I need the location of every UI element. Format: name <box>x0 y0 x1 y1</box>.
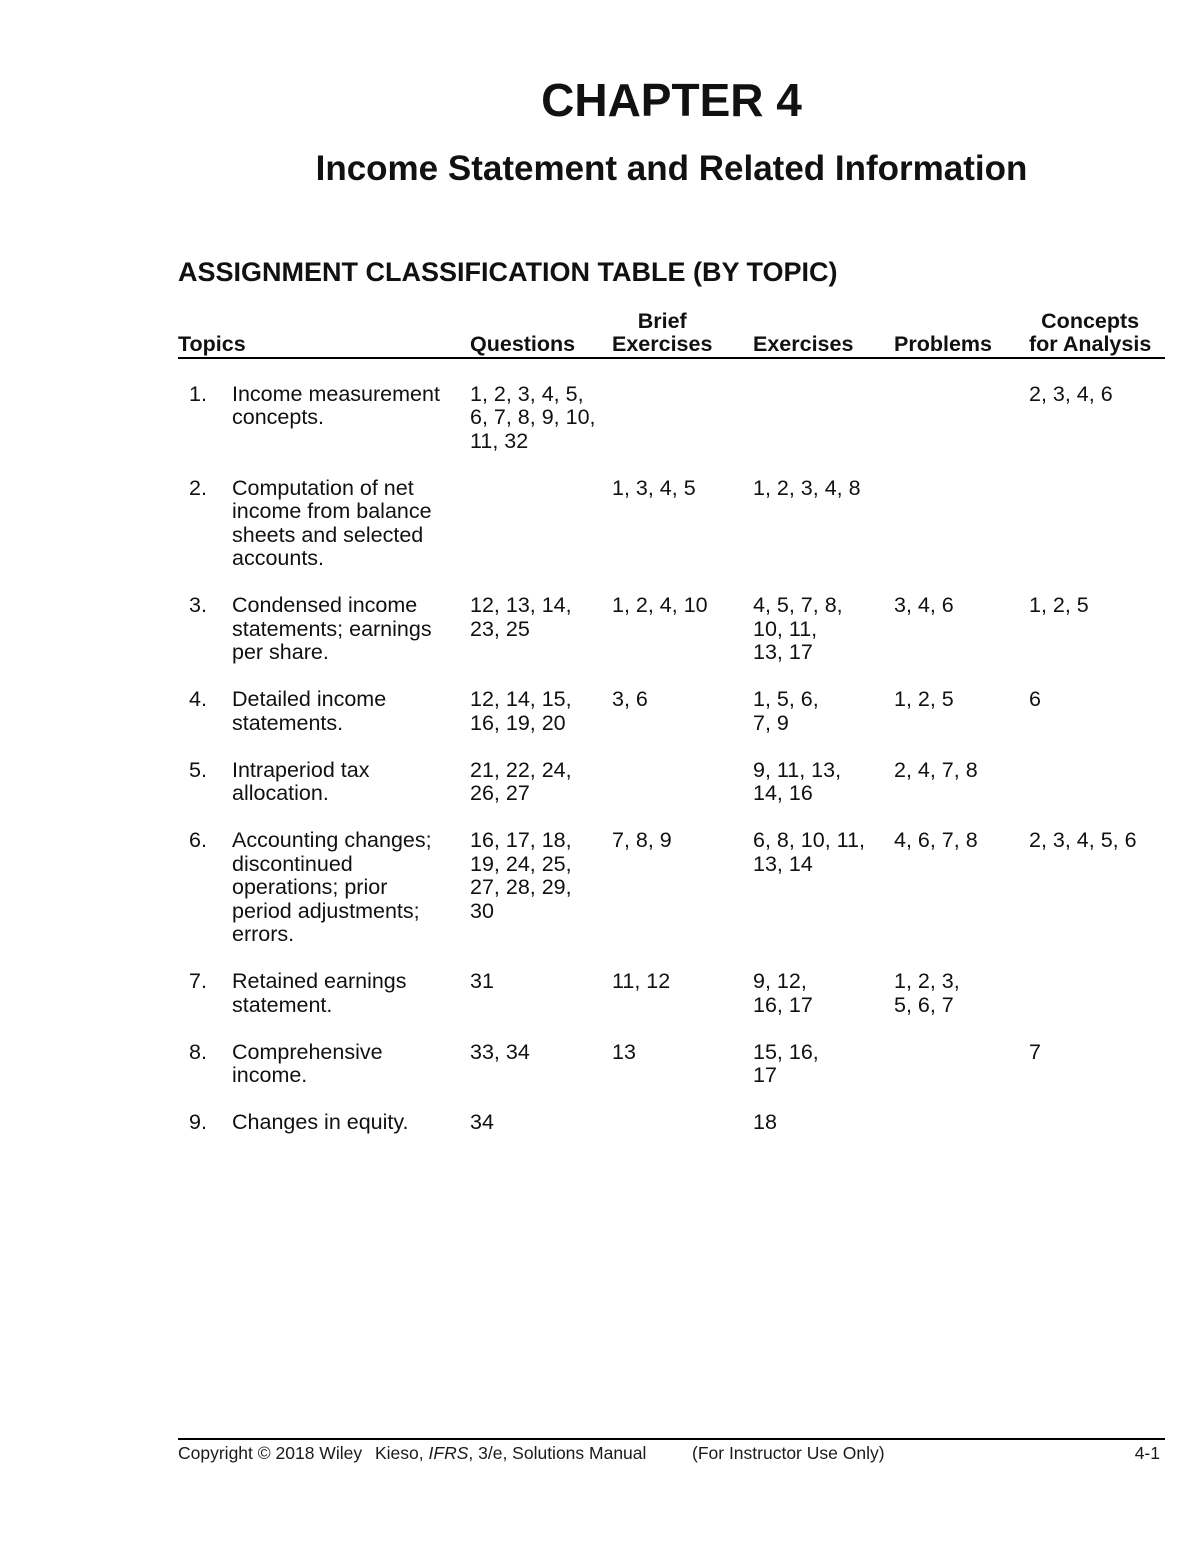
problems-cell: 1, 2, 5 <box>894 687 954 711</box>
header-exercises: Exercises <box>753 332 854 356</box>
topic-cell: Intraperiod tax allocation. <box>232 757 370 805</box>
brief-exercises-cell: 7, 8, 9 <box>612 828 672 852</box>
exercises-cell <box>753 383 894 454</box>
topic-number: 5. <box>189 757 207 782</box>
questions-cell: 31 <box>470 969 494 993</box>
concepts-cell <box>1029 1111 1165 1135</box>
footer-rule <box>178 1438 1165 1440</box>
questions-cell: 16, 17, 18, 19, 24, 25, 27, 28, 29, 30 <box>470 828 572 923</box>
table-row <box>178 383 1165 477</box>
problems-cell <box>894 383 1029 454</box>
table-row <box>178 688 1165 759</box>
topic-cell: Accounting changes; discontinued operations; prior period adjustments; errors. <box>232 828 432 946</box>
questions-cell: 34 <box>470 1110 494 1134</box>
footer-note: (For Instructor Use Only) <box>692 1442 885 1463</box>
brief-exercises-cell: 11, 12 <box>612 969 671 993</box>
brief-exercises-cell: 13 <box>612 1039 636 1064</box>
chapter-subtitle: Income Statement and Related Information <box>315 148 1028 188</box>
table-row <box>178 970 1165 1041</box>
problems-cell: 4, 6, 7, 8 <box>894 828 978 852</box>
footer-copyright: Copyright © 2018 Wiley <box>178 1442 363 1463</box>
topic-number: 7. <box>189 969 207 993</box>
concepts-cell: 2, 3, 4, 5, 6 <box>1029 828 1137 852</box>
topic-number: 8. <box>189 1039 207 1064</box>
exercises-cell: 6, 8, 10, 11, 13, 14 <box>753 828 865 876</box>
table-row <box>178 1111 1165 1158</box>
topic-number: 3. <box>189 593 207 617</box>
table-row <box>178 759 1165 830</box>
questions-cell: 21, 22, 24, 26, 27 <box>470 757 572 805</box>
exercises-cell: 18 <box>753 1110 777 1134</box>
header-questions: Questions <box>470 332 576 356</box>
exercises-cell: 4, 5, 7, 8, 10, 11, 13, 17 <box>753 593 843 664</box>
concepts-cell: 1, 2, 5 <box>1029 593 1089 617</box>
footer-book-edition: , 3/e, Solutions Manual <box>468 1442 647 1463</box>
concepts-cell <box>1029 970 1165 1017</box>
brief-exercises-cell: 1, 2, 4, 10 <box>612 593 708 617</box>
topic-number: 2. <box>189 475 207 500</box>
topic-cell: Comprehensive income. <box>232 1039 383 1087</box>
topic-cell: Changes in equity. <box>232 1110 409 1134</box>
topic-number: 1. <box>189 381 207 406</box>
header-topics: Topics <box>178 332 246 356</box>
concepts-cell: 6 <box>1029 687 1041 711</box>
questions-cell <box>470 477 612 571</box>
footer-book-title: IFRS <box>428 1442 469 1463</box>
problems-cell <box>894 1111 1029 1135</box>
topic-cell: Retained earnings statement. <box>232 969 407 1017</box>
concepts-cell <box>1029 759 1165 806</box>
topic-cell: Detailed income statements. <box>232 687 387 735</box>
brief-exercises-cell: 3, 6 <box>612 687 648 711</box>
problems-cell <box>894 1041 1029 1088</box>
chapter-title: CHAPTER 4 <box>541 74 802 126</box>
exercises-cell: 9, 11, 13, 14, 16 <box>753 757 842 805</box>
topic-number: 9. <box>189 1110 207 1134</box>
header-problems: Problems <box>894 332 992 356</box>
concepts-cell: 2, 3, 4, 6 <box>1029 381 1113 406</box>
topic-cell: Condensed income statements; earnings per share. <box>232 593 432 664</box>
exercises-cell: 1, 2, 3, 4, 8 <box>753 475 861 500</box>
brief-exercises-cell: 1, 3, 4, 5 <box>612 475 696 500</box>
questions-cell: 33, 34 <box>470 1039 530 1064</box>
exercises-cell: 1, 5, 6, 7, 9 <box>753 687 819 735</box>
problems-cell: 2, 4, 7, 8 <box>894 757 978 782</box>
assignment-classification-table <box>178 310 1165 1159</box>
table-row <box>178 829 1165 970</box>
footer-book-author: Kieso, <box>375 1442 424 1463</box>
table-body <box>178 359 1165 1159</box>
brief-exercises-cell <box>612 383 753 454</box>
concepts-cell: 7 <box>1029 1039 1041 1064</box>
page-number: 4-1 <box>1134 1442 1160 1463</box>
footer-book-reference <box>375 1442 647 1463</box>
problems-cell: 3, 4, 6 <box>894 593 954 617</box>
section-heading: ASSIGNMENT CLASSIFICATION TABLE (BY TOPIC) <box>178 256 838 287</box>
problems-cell <box>894 477 1029 571</box>
problems-cell: 1, 2, 3, 5, 6, 7 <box>894 969 960 1017</box>
exercises-cell: 15, 16, 17 <box>753 1039 819 1087</box>
topic-cell: Computation of net income from balance sheets and selected accounts. <box>232 475 432 570</box>
topic-number: 6. <box>189 828 207 852</box>
exercises-cell: 9, 12, 16, 17 <box>753 969 813 1017</box>
header-brief-exercises: Brief Exercises <box>612 308 713 356</box>
topic-number: 4. <box>189 687 207 711</box>
header-concepts-for-analysis: Concepts for Analysis <box>1029 308 1152 356</box>
questions-cell: 12, 14, 15, 16, 19, 20 <box>470 687 572 735</box>
brief-exercises-cell <box>612 759 753 806</box>
brief-exercises-cell <box>612 1111 753 1135</box>
concepts-cell <box>1029 477 1165 571</box>
topic-cell: Income measurement concepts. <box>232 381 440 429</box>
questions-cell: 1, 2, 3, 4, 5, 6, 7, 8, 9, 10, 11, 32 <box>470 381 596 453</box>
questions-cell: 12, 13, 14, 23, 25 <box>470 593 572 641</box>
table-row <box>178 477 1165 595</box>
table-row <box>178 1041 1165 1112</box>
table-header <box>178 310 1165 357</box>
table-row <box>178 594 1165 688</box>
